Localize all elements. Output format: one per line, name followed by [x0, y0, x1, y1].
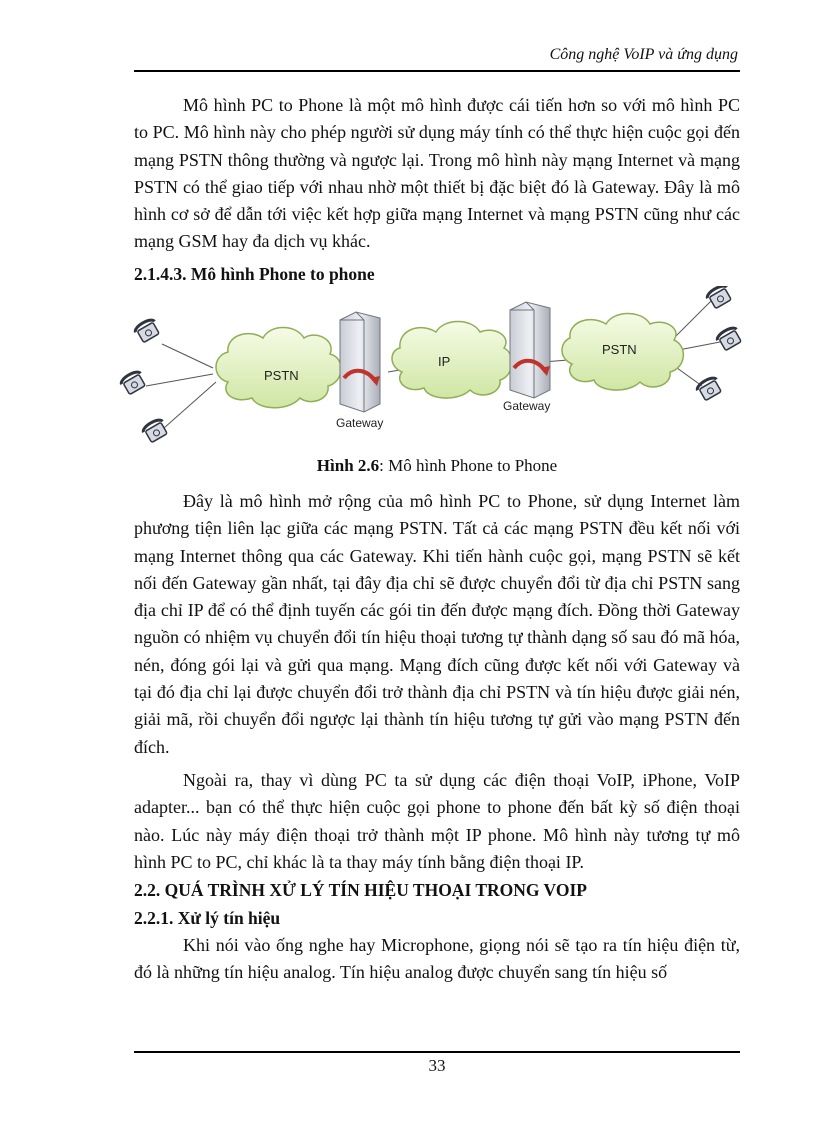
section-heading-2-2-1: 2.2.1. Xử lý tín hiệu [134, 908, 281, 928]
telephone-icon [695, 375, 723, 401]
pstn-right-label: PSTN [602, 342, 637, 357]
gateway-left-label: Gateway [336, 416, 384, 430]
phone-to-phone-diagram [118, 286, 758, 446]
gateway-right [503, 302, 550, 413]
figure-caption [134, 456, 740, 476]
telephone-icon [715, 325, 743, 351]
figure-caption-text: : Mô hình Phone to Phone [379, 456, 558, 475]
section-heading-2-1-4-3: 2.1.4.3. Mô hình Phone to phone [134, 264, 375, 284]
footer-rule [134, 1051, 740, 1053]
paragraph-phone-to-phone-description: Đây là mô hình mở rộng của mô hình PC to Phone, sử dụng Internet làm phương tiện liên lạc giữa các mạng PSTN. Tất cả các mạng PSTN đều kết nối với mạng Internet thông qua các Gateway. Khi tiến hành cuộc gọi, mạng PSTN sẽ kết nối đến Gateway gần nhất, tại đây địa chỉ sẽ được chuyển đổi từ địa chỉ PSTN sang địa chỉ IP để có thể định tuyến các gói tin đến được mạng đích. Đồng thời Gateway nguồn có nhiệm vụ chuyển đổi tín hiệu thoại tương tự thành dạng số sau đó mã hóa, nén, đóng gói lại và gửi qua mạng. Mạng đích cũng được kết nối với Gateway và tại đó địa chỉ lại được chuyển đổi trở thành địa chỉ PSTN và tín hiệu được giải nén, giải mã, rồi chuyển đổi ngược lại thành tín hiệu tương tự gửi vào mạng PSTN đến đích. [134, 491, 740, 757]
ip-label: IP [438, 354, 451, 369]
telephone-icon [705, 286, 733, 310]
telephone-icon [119, 369, 147, 395]
running-header: Công nghệ VoIP và ứng dụng [549, 46, 738, 63]
header-rule [134, 70, 740, 72]
pstn-left-cloud [216, 328, 341, 408]
telephone-icon [133, 317, 161, 343]
figure-caption-label: Hình 2.6 [316, 456, 380, 475]
paragraph-pc-to-phone: Mô hình PC to Phone là một mô hình được cái tiến hơn so với mô hình PC to PC. Mô hình này cho phép người sử dụng máy tính có thể thực hiện cuộc gọi đến mạng PSTN thông thường và ngược lại. Trong mô hình này mạng Internet và mạng PSTN có thể giao tiếp với nhau nhờ một thiết bị đặc biệt đó là Gateway. Đây là mô hình cơ sở để dẫn tới việc kết hợp giữa mạng Internet và mạng PSTN cũng như các mạng GSM hay đa dịch vụ khác. [134, 95, 740, 252]
paragraph-signal-processing: Khi nói vào ống nghe hay Microphone, giọng nói sẽ tạo ra tín hiệu điện từ, đó là những tín hiệu analog. Tín hiệu analog được chuyển sang tín hiệu số [134, 935, 740, 983]
paragraph-ip-phone: Ngoài ra, thay vì dùng PC ta sử dụng các điện thoại VoIP, iPhone, VoIP adapter... bạn có thể thực hiện cuộc gọi phone to phone đến bất kỳ số điện thoại nào. Lúc này máy điện thoại trở thành một IP phone. Mô hình này tương tự mô hình PC to PC, chỉ khác là ta thay máy tính bằng điện thoại IP. [134, 770, 740, 872]
gateway-left [336, 312, 383, 430]
telephone-icon [141, 417, 169, 443]
ip-cloud [392, 322, 512, 399]
pstn-left-label: PSTN [264, 368, 299, 383]
section-heading-2-2: 2.2. QUÁ TRÌNH XỬ LÝ TÍN HIỆU THOẠI TRONG VOIP [134, 880, 587, 900]
pstn-right-cloud [562, 314, 683, 391]
page-number: 33 [428, 1056, 446, 1075]
gateway-right-label: Gateway [503, 399, 551, 413]
